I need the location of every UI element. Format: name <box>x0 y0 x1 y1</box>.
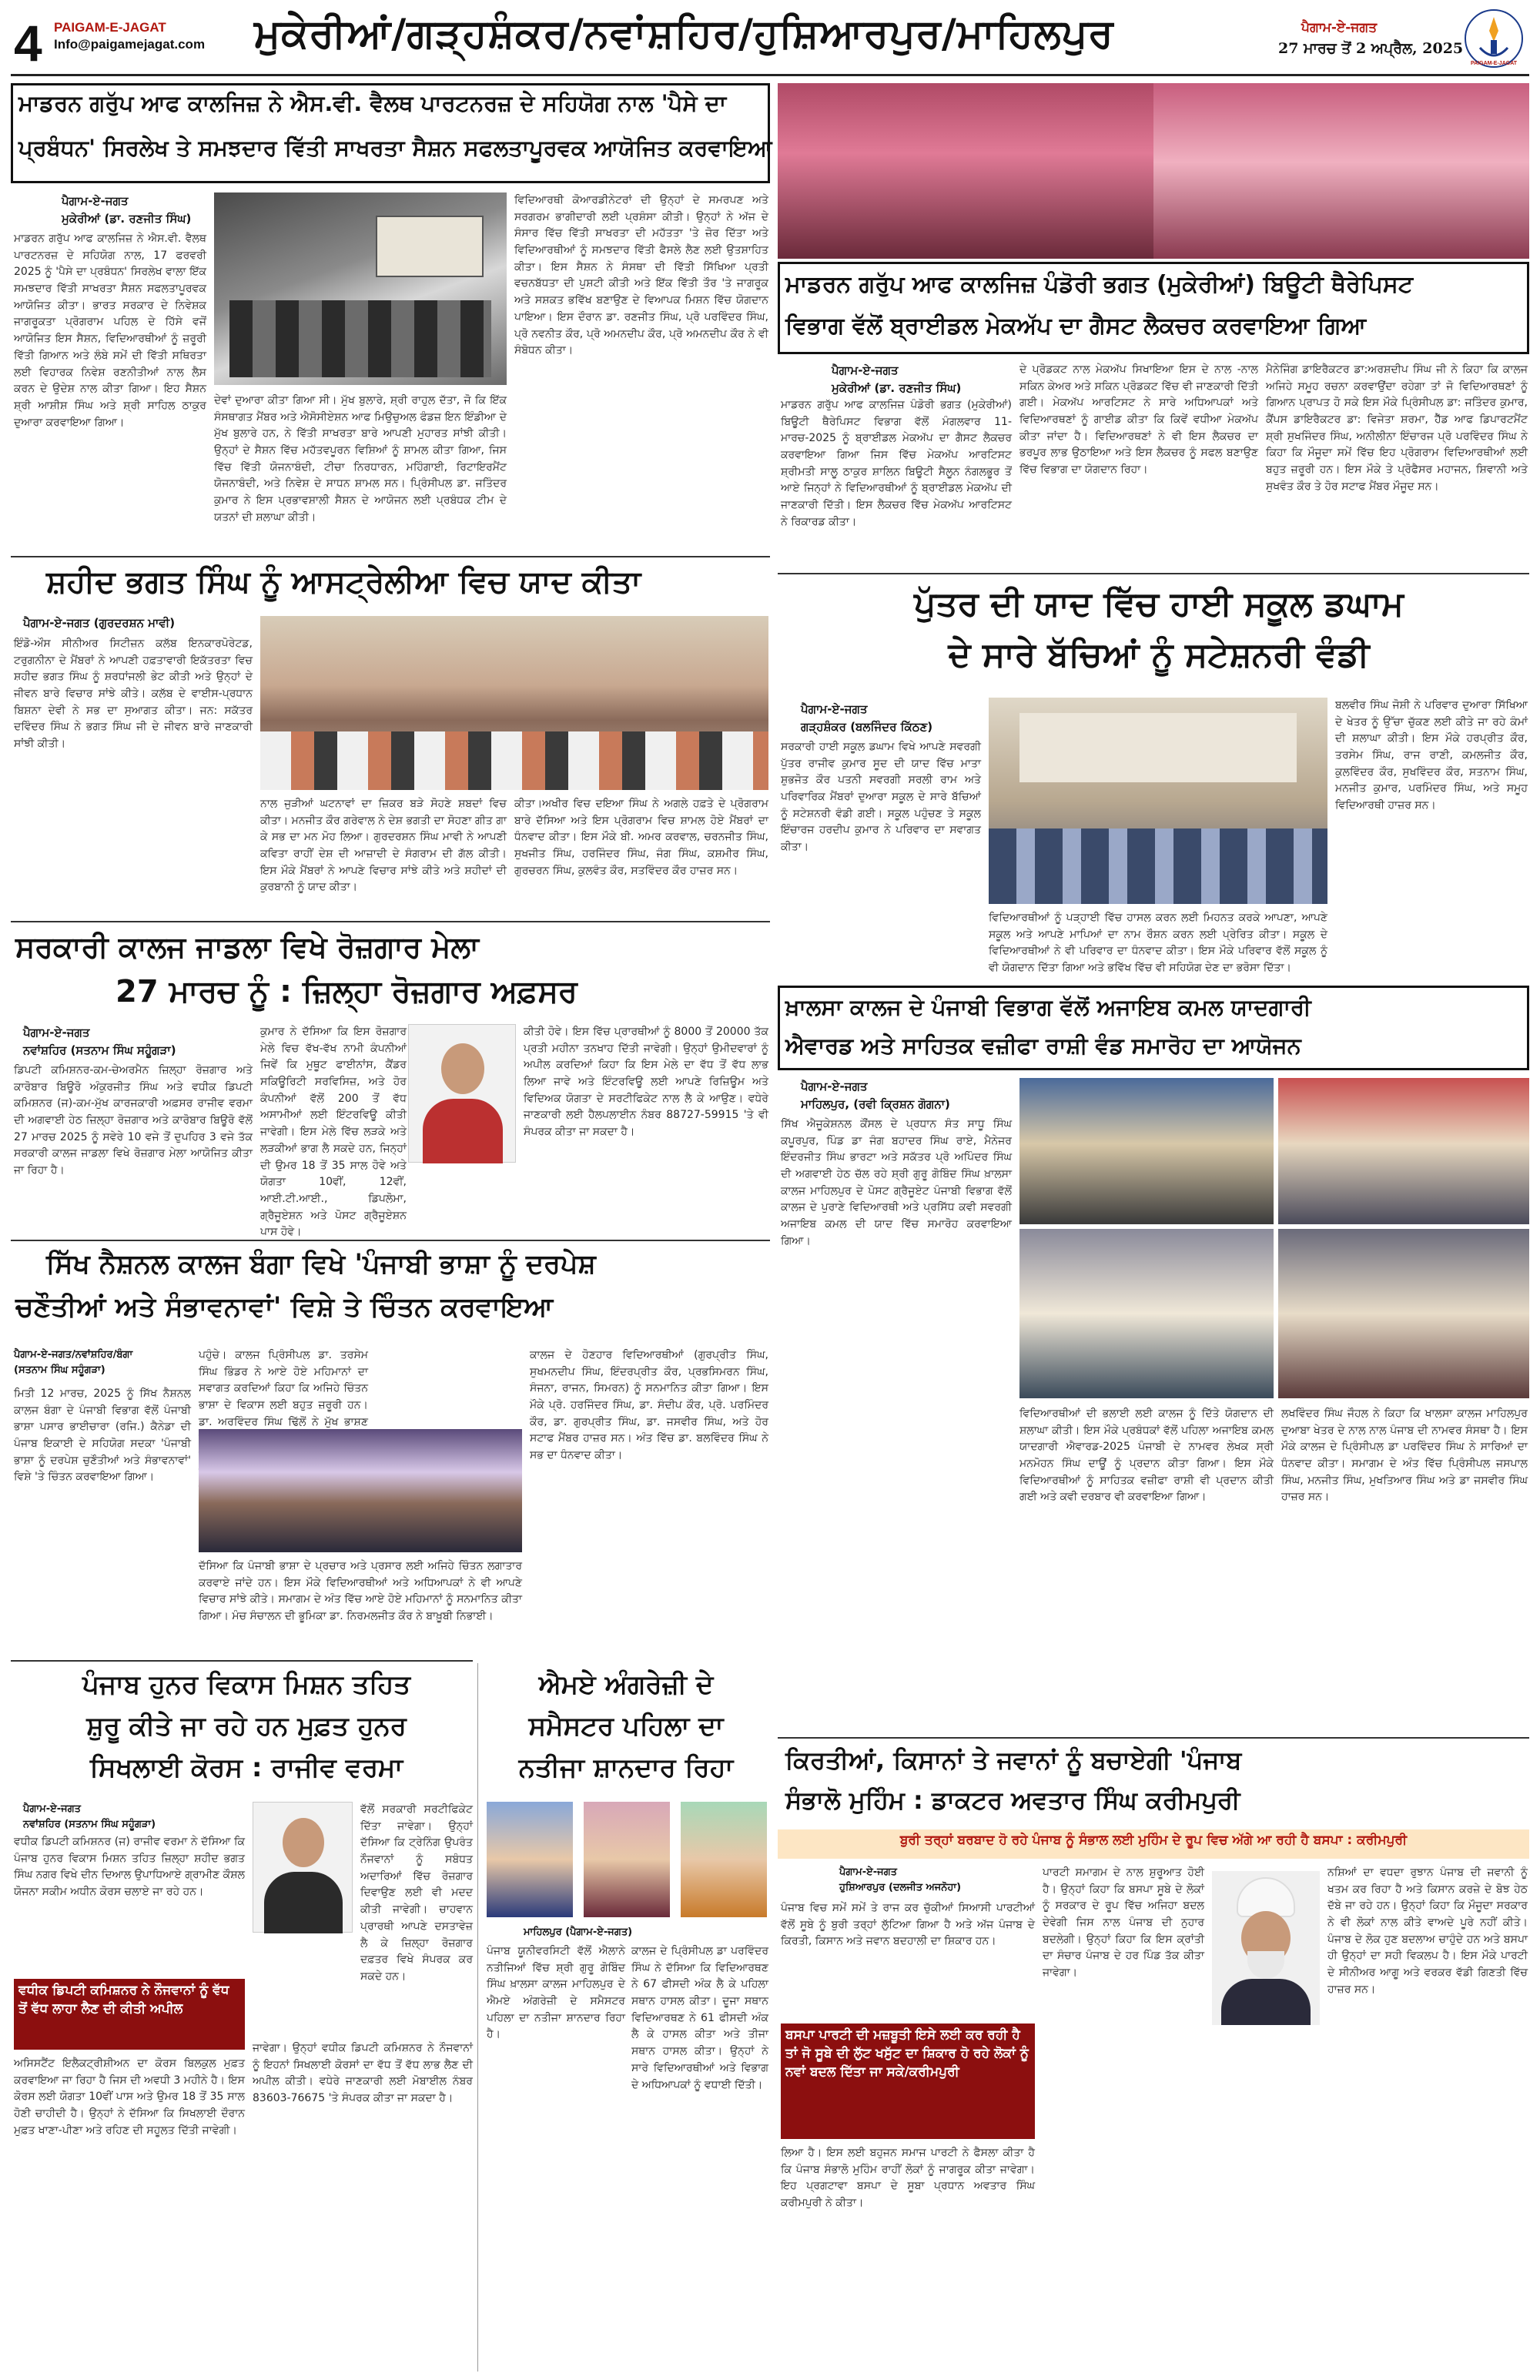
story-finance-headline-2: ਪ੍ਰਬੰਧਨ' ਸਿਰਲੇਖ ਤੇ ਸਮਝਦਾਰ ਵਿੱਤੀ ਸਾਖਰਤਾ ਸੈਸ਼ਨ ਸਫਲਤਾਪੂਰਵਕ ਆਯੋਜਿਤ ਕਰਵਾਇਆ <box>18 135 772 161</box>
story-stationery-headline-1: ਪੁੱਤਰ ਦੀ ਯਾਦ ਵਿੱਚ ਹਾਈ ਸਕੂਲ ਡਘਾਮ <box>914 584 1404 624</box>
divider <box>11 1240 770 1241</box>
story-stationery-headline-2: ਦੇ ਸਾਰੇ ਬੱਚਿਆਂ ਨੂੰ ਸਟੇਸ਼ਨਰੀ ਵੰਡੀ <box>948 635 1370 675</box>
story-stationery-col3: ਬਲਵੀਰ ਸਿੰਘ ਜੋਸ਼ੀ ਨੇ ਪਰਿਵਾਰ ਦੁਆਰਾ ਸਿੱਖਿਆ ਦੇ ਖੇਤਰ ਨੂੰ ਉੱਚਾ ਚੁੱਕਣ ਲਈ ਕੀਤੇ ਜਾ ਰਹੇ ਕੰਮਾਂ ਦੀ ਸ਼ਲਾਘਾ ਕੀਤੀ। ਇਸ ਮੌਕੇ ਹਰਪ੍ਰੀਤ ਕੌਰ, ਤਰਸੇਮ ਸਿੰਘ, ਰਾਜ ਰਾਣੀ, ਕਮਲਜੀਤ ਕੌਰ, ਕੁਲਵਿੰਦਰ ਕੌਰ, ਸੁਖਵਿੰਦਰ ਕੌਰ, ਸਤਨਾਮ ਸਿੰਘ, ਮਨਜੀਤ ਕੁਮਾਰ, ਪਰਮਿੰਦਰ ਸਿੰਘ, ਅਤੇ ਸਮੂਹ ਵਿਦਿਆਰਥੀ ਹਾਜ਼ਰ ਸਨ। <box>1335 699 1528 812</box>
story-bsp-headline-1: ਕਿਰਤੀਆਂ, ਕਿਸਾਨਾਂ ਤੇ ਜਵਾਨਾਂ ਨੂੰ ਬਚਾਏਗੀ 'ਪੰਜਾਬ <box>785 1746 1242 1775</box>
page-region-title: ਮੁਕੇਰੀਆਂ/ਗੜ੍ਹਸ਼ੰਕਰ/ਨਵਾਂਸ਼ਹਿਰ/ਹੁਸ਼ਿਆਰਪੁਰ/ਮਾਹਿਲਪੁਰ <box>254 11 1114 57</box>
story-makeup-headline-1: ਮਾਡਰਨ ਗਰੁੱਪ ਆਫ ਕਾਲਜਿਜ਼ ਪੰਡੋਰੀ ਭਗਤ (ਮੁਕੇਰੀਆਂ) ਬਿਊਟੀ ਥੈਰੇਪਿਸਟ <box>785 271 1414 298</box>
header-rule <box>11 74 1529 76</box>
story-award-col2: ਵਿਦਿਆਰਥੀਆਂ ਦੀ ਭਲਾਈ ਲਈ ਕਾਲਜ ਨੂੰ ਦਿੱਤੇ ਯੋਗਦਾਨ ਦੀ ਸ਼ਲਾਘਾ ਕੀਤੀ। ਇਸ ਮੌਕੇ ਪ੍ਰਬੰਧਕਾਂ ਵੱਲੋਂ ਪਹਿਲਾ ਅਜਾਇਬ ਕਮਲ ਯਾਦਗਾਰੀ ਐਵਾਰਡ-2025 ਪੰਜਾਬੀ ਦੇ ਨਾਮਵਰ ਲੇਖਕ ਸ੍ਰੀ ਮਨਮੋਹਨ ਸਿੰਘ ਦਾਊਂ ਨੂੰ ਪ੍ਰਦਾਨ ਕੀਤਾ ਗਿਆ। ਇਸ ਮੌਕੇ ਵਿਦਿਆਰਥੀਆਂ ਨੂੰ ਸਾਹਿਤਕ ਵਜ਼ੀਫਾ ਰਾਸ਼ੀ ਵੀ ਪ੍ਰਦਾਨ ਕੀਤੀ ਗਈ ਅਤੇ ਕਵੀ ਦਰਬਾਰ ਵੀ ਕਰਵਾਇਆ ਗਿਆ। <box>1019 1408 1274 1504</box>
story-seminar-col4: ਕਾਲਜ ਦੇ ਹੋਣਹਾਰ ਵਿਦਿਆਰਥੀਆਂ (ਗੁਰਪ੍ਰੀਤ ਸਿੰਘ, ਸੁਖਮਨਦੀਪ ਸਿੰਘ, ਇੰਦਰਪ੍ਰੀਤ ਕੌਰ, ਪ੍ਰਭਸਿਮਰਨ ਸਿੰਘ, ਸੰਜਨਾ, ਰਾਜਨ, ਸਿਮਰਨ) ਨੂੰ ਸਨਮਾਨਿਤ ਕੀਤਾ ਗਿਆ। ਇਸ ਮੌਕੇ ਪ੍ਰੋ. ਹਰਜਿੰਦਰ ਸਿੰਘ, ਡਾ. ਸੰਦੀਪ ਕੌਰ, ਪ੍ਰੋ. ਪਰਮਿੰਦਰ ਕੌਰ, ਡਾ. ਗੁਰਪ੍ਰੀਤ ਸਿੰਘ, ਡਾ. ਜਸਵੀਰ ਸਿੰਘ, ਅਤੇ ਹੋਰ ਸਟਾਫ ਮੈਂਬਰ ਹਾਜ਼ਰ ਸਨ। ਅੰਤ ਵਿੱਚ ਡਾ. ਬਲਵਿੰਦਰ ਸਿੰਘ ਨੇ ਸਭ ਦਾ ਧੰਨਵਾਦ ਕੀਤਾ। <box>530 1349 768 1462</box>
email: Info@paigamejagat.com <box>54 37 206 52</box>
story-skill-byline: ਪੈਗਾਮ-ਏ-ਜਗਤ ਨਵਾਂਸ਼ਹਿਰ (ਸਤਨਾਮ ਸਿੰਘ ਸਹੂੰਗੜਾ) <box>23 1803 156 1830</box>
story-jobfair-col1: ਡਿਪਟੀ ਕਮਿਸ਼ਨਰ-ਕਮ-ਚੇਅਰਮੈਨ ਜ਼ਿਲ੍ਹਾ ਰੋਜ਼ਗਾਰ ਅਤੇ ਕਾਰੋਬਾਰ ਬਿਊਰੋ ਅੰਕੁਰਜੀਤ ਸਿੰਘ ਅਤੇ ਵਧੀਕ ਡਿਪਟੀ ਕਮਿਸ਼ਨਰ (ਜ)-ਕਮ-ਮੁੱਖ ਕਾਰਜਕਾਰੀ ਅਫ਼ਸਰ ਰਾਜੀਵ ਵਰਮਾ ਦੀ ਅਗਵਾਈ ਹੇਠ ਜ਼ਿਲ੍ਹਾ ਰੋਜ਼ਗਾਰ ਅਤੇ ਕਾਰੋਬਾਰ ਬਿਊਰੋ ਵੱਲੋਂ 27 ਮਾਰਚ 2025 ਨੂੰ ਸਵੇਰੇ 10 ਵਜੇ ਤੋਂ ਦੁਪਹਿਰ 3 ਵਜੇ ਤੱਕ ਸਰਕਾਰੀ ਕਾਲਜ ਜਾਡਲਾ ਵਿਖੇ ਰੋਜ਼ਗਾਰ ਮੇਲਾ ਆਯੋਜਿਤ ਕੀਤਾ ਜਾ ਰਿਹਾ ਹੈ। <box>14 1064 253 1177</box>
story-jobfair-officer-photo <box>408 1024 516 1163</box>
story-skill-officer-photo <box>253 1802 353 1933</box>
story-seminar-col1: ਮਿਤੀ 12 ਮਾਰਚ, 2025 ਨੂੰ ਸਿੱਖ ਨੈਸ਼ਨਲ ਕਾਲਜ ਬੰਗਾ ਦੇ ਪੰਜਾਬੀ ਵਿਭਾਗ ਵੱਲੋਂ ਪੰਜਾਬੀ ਭਾਸ਼ਾ ਪਸਾਰ ਭਾਈਚਾਰਾ (ਰਜਿ.) ਕੈਨੇਡਾ ਦੀ ਪੰਜਾਬ ਇਕਾਈ ਦੇ ਸਹਿਯੋਗ ਸਦਕਾ 'ਪੰਜਾਬੀ ਭਾਸ਼ਾ ਨੂੰ ਦਰਪੇਸ਼ ਚੁਣੌਤੀਆਂ ਅਤੇ ਸੰਭਾਵਨਾਵਾਂ' ਵਿਸ਼ੇ 'ਤੇ ਚਿੰਤਨ ਕਰਵਾਇਆ ਗਿਆ। <box>14 1387 191 1484</box>
story-award-headline-1: ਖ਼ਾਲਸਾ ਕਾਲਜ ਦੇ ਪੰਜਾਬੀ ਵਿਭਾਗ ਵੱਲੋਂ ਅਜਾਇਬ ਕਮਲ ਯਾਦਗਾਰੀ <box>785 994 1311 1020</box>
story-makeup-col2: ਦੇ ਪ੍ਰੋਡਕਟ ਨਾਲ ਮੇਕਅੱਪ ਸਿਖਾਇਆ ਇਸ ਦੇ ਨਾਲ -ਨਾਲ ਸਕਿਨ ਕੇਅਰ ਅਤੇ ਸਕਿਨ ਪ੍ਰੋਡਕਟ ਵਿੱਚ ਵੀ ਜਾਣਕਾਰੀ ਦਿੱਤੀ ਗਈ। ਮੇਕਅੱਪ ਆਰਟਿਸਟ ਨੇ ਸਾਰੇ ਅਧਿਆਪਕਾਂ ਅਤੇ ਵਿਦਿਆਰਥਣਾਂ ਨੂੰ ਗਾਈਡ ਕੀਤਾ ਕਿ ਕਿਵੇਂ ਵਧੀਆ ਮੇਕਅੱਪ ਕੀਤਾ ਜਾਂਦਾ ਹੈ। ਵਿਦਿਆਰਥਣਾਂ ਨੇ ਵੀ ਇਸ ਲੈਕਚਰ ਦਾ ਭਰਪੂਰ ਲਾਭ ਉਠਾਇਆ ਅਤੇ ਇਸ ਲੈਕਚਰ ਨੂੰ ਸਫਲ ਬਣਾਉਣ ਵਿੱਚ ਵਿਭਾਗ ਦਾ ਯੋਗਦਾਨ ਰਿਹਾ। <box>1019 363 1258 477</box>
story-stationery-byline: ਪੈਗਾਮ-ਏ-ਜਗਤ ਗੜ੍ਹਸ਼ੰਕਰ (ਬਲਜਿੰਦਰ ਕਿੱਠਣ) <box>801 702 933 734</box>
story-australia-photo <box>260 616 768 790</box>
story-seminar-col3: ਦੱਸਿਆ ਕਿ ਪੰਜਾਬੀ ਭਾਸ਼ਾ ਦੇ ਪ੍ਰਚਾਰ ਅਤੇ ਪ੍ਰਸਾਰ ਲਈ ਅਜਿਹੇ ਚਿੰਤਨ ਲਗਾਤਾਰ ਕਰਵਾਏ ਜਾਂਦੇ ਹਨ। ਇਸ ਮੌਕੇ ਵਿਦਿਆਰਥੀਆਂ ਅਤੇ ਅਧਿਆਪਕਾਂ ਨੇ ਵੀ ਆਪਣੇ ਵਿਚਾਰ ਸਾਂਝੇ ਕੀਤੇ। ਸਮਾਗਮ ਦੇ ਅੰਤ ਵਿੱਚ ਆਏ ਹੋਏ ਮਹਿਮਾਨਾਂ ਨੂੰ ਸਨਮਾਨਿਤ ਕੀਤਾ ਗਿਆ। ਮੰਚ ਸੰਚਾਲਨ ਦੀ ਭੂਮਿਕਾ ਡਾ. ਨਿਰਮਲਜੀਤ ਕੌਰ ਨੇ ਬਾਖ਼ੂਬੀ ਨਿਭਾਈ। <box>199 1560 522 1623</box>
story-jobfair-col2: ਕੁਮਾਰ ਨੇ ਦੱਸਿਆ ਕਿ ਇਸ ਰੋਜ਼ਗਾਰ ਮੇਲੇ ਵਿਚ ਵੱਖ-ਵੱਖ ਨਾਮੀ ਕੰਪਨੀਆਂ ਜਿਵੇਂ ਕਿ ਮੁਥੂਟ ਫਾਈਨਾਂਸ, ਕੈਂਡਰ ਸਕਿਊਰਿਟੀ ਸਰਵਿਸਿਜ਼, ਅਤੇ ਹੋਰ ਕੰਪਨੀਆਂ ਵੱਲੋਂ 200 ਤੋਂ ਵੱਧ ਅਸਾਮੀਆਂ ਲਈ ਇੰਟਰਵਿਊ ਕੀਤੀ ਜਾਵੇਗੀ। ਇਸ ਮੇਲੇ ਵਿੱਚ ਲੜਕੇ ਅਤੇ ਲੜਕੀਆਂ ਭਾਗ ਲੈ ਸਕਦੇ ਹਨ, ਜਿਨ੍ਹਾਂ ਦੀ ਉਮਰ 18 ਤੋਂ 35 ਸਾਲ ਹੋਵੇ ਅਤੇ ਯੋਗਤਾ 10ਵੀਂ, 12ਵੀਂ, ਆਈ.ਟੀ.ਆਈ., ਡਿਪਲੋਮਾ, ਗ੍ਰੈਜੂਏਸ਼ਨ ਅਤੇ ਪੋਸਟ ਗ੍ਰੈਜੂਏਸ਼ਨ ਪਾਸ ਹੋਵੇ। <box>260 1026 407 1239</box>
story-australia-col2: ਨਾਲ ਜੁੜੀਆਂ ਘਟਨਾਵਾਂ ਦਾ ਜ਼ਿਕਰ ਬੜੇ ਸੋਹਣੇ ਸ਼ਬਦਾਂ ਵਿਚ ਕੀਤਾ। ਮਨਜੀਤ ਕੌਰ ਗਰੇਵਾਲ ਨੇ ਦੇਸ਼ ਭਗਤੀ ਦਾ ਸੋਹਣਾ ਗੀਤ ਗਾ ਕੇ ਸਭ ਦਾ ਮਨ ਮੋਹ ਲਿਆ। ਗੁਰਦਰਸ਼ਨ ਸਿੰਘ ਮਾਵੀ ਨੇ ਆਪਣੀ ਕਵਿਤਾ ਰਾਹੀਂ ਦੇਸ਼ ਦੀ ਆਜ਼ਾਦੀ ਦੇ ਸੰਗਰਾਮ ਦੀ ਗੱਲ ਕੀਤੀ। ਇਸ ਮੌਕੇ ਮੈਂਬਰਾਂ ਨੇ ਆਪਣੇ ਵਿਚਾਰ ਸਾਂਝੇ ਕੀਤੇ ਅਤੇ ਸ਼ਹੀਦਾਂ ਦੀ ਕੁਰਬਾਨੀ ਨੂੰ ਯਾਦ ਕੀਤਾ। <box>260 798 507 894</box>
story-makeup-headline-2: ਵਿਭਾਗ ਵੱਲੋਂ ਬ੍ਰਾਈਡਲ ਮੇਕਅੱਪ ਦਾ ਗੈਸਟ ਲੈਕਚਰ ਕਰਵਾਇਆ ਗਿਆ <box>785 313 1367 340</box>
story-skill-headline-3: ਸਿਖਲਾਈ ਕੋਰਸ : ਰਾਜੀਵ ਵਰਮਾ <box>89 1752 403 1783</box>
story-jobfair-byline: ਪੈਗਾਮ-ਏ-ਜਗਤ ਨਵਾਂਸ਼ਹਿਰ (ਸਤਨਾਮ ਸਿੰਘ ਸਹੂੰਗੜਾ) <box>23 1026 176 1057</box>
story-seminar-col2: ਪਹੁੰਚੇ। ਕਾਲਜ ਪ੍ਰਿੰਸੀਪਲ ਡਾ. ਤਰਸੇਮ ਸਿੰਘ ਭਿੰਡਰ ਨੇ ਆਏ ਹੋਏ ਮਹਿਮਾਨਾਂ ਦਾ ਸਵਾਗਤ ਕਰਦਿਆਂ ਕਿਹਾ ਕਿ ਅਜਿਹੇ ਚਿੰਤਨ ਭਾਸ਼ਾ ਦੇ ਵਿਕਾਸ ਲਈ ਬਹੁਤ ਜ਼ਰੂਰੀ ਹਨ। ਡਾ. ਅਰਵਿੰਦਰ ਸਿੰਘ ਢਿੱਲੋਂ ਨੇ ਮੁੱਖ ਭਾਸ਼ਣ <box>199 1349 368 1428</box>
issue-date: 27 ਮਾਰਚ ਤੋਂ 2 ਅਪ੍ਰੈਲ, 2025 <box>1278 40 1464 57</box>
story-bsp-col1: ਪੰਜਾਬ ਵਿਚ ਸਮੇਂ ਸਮੇਂ ਤੇ ਰਾਜ ਕਰ ਚੁੱਕੀਆਂ ਸਿਆਸੀ ਪਾਰਟੀਆਂ ਵੱਲੋਂ ਸੂਬੇ ਨੂੰ ਬੁਰੀ ਤਰ੍ਹਾਂ ਲੁੱਟਿਆ ਗਿਆ ਹੈ ਅਤੇ ਅੱਜ ਪੰਜਾਬ ਦੇ ਕਿਰਤੀ, ਕਿਸਾਨ ਅਤੇ ਜਵਾਨ ਬਦਹਾਲੀ ਦਾ ਸ਼ਿਕਾਰ ਹਨ। <box>781 1902 1035 1948</box>
story-makeup-photo <box>778 83 1529 259</box>
story-skill-col1: ਵਧੀਕ ਡਿਪਟੀ ਕਮਿਸ਼ਨਰ (ਜ) ਰਾਜੀਵ ਵਰਮਾ ਨੇ ਦੱਸਿਆ ਕਿ ਪੰਜਾਬ ਹੁਨਰ ਵਿਕਾਸ ਮਿਸ਼ਨ ਤਹਿਤ ਜ਼ਿਲ੍ਹਾ ਸ਼ਹੀਦ ਭਗਤ ਸਿੰਘ ਨਗਰ ਵਿਖੇ ਦੀਨ ਦਿਆਲ ਉਪਾਧਿਆਏ ਗ੍ਰਾਮੀਣ ਕੌਸ਼ਲ ਯੋਜਨਾ ਸਕੀਮ ਅਧੀਨ ਕੋਰਸ ਚਲਾਏ ਜਾ ਰਹੇ ਹਨ। <box>14 1836 245 1899</box>
story-award-col3: ਲਖਵਿੰਦਰ ਸਿੰਘ ਜੌਹਲ ਨੇ ਕਿਹਾ ਕਿ ਖਾਲਸਾ ਕਾਲਜ ਮਾਹਿਲਪੁਰ ਦੁਆਬਾ ਖੇਤਰ ਦੇ ਨਾਲ ਨਾਲ ਪੰਜਾਬ ਦੀ ਨਾਮਵਰ ਸੰਸਥਾ ਹੈ। ਇਸ ਮੌਕੇ ਕਾਲਜ ਦੇ ਪ੍ਰਿੰਸੀਪਲ ਡਾ ਪਰਵਿੰਦਰ ਸਿੰਘ ਨੇ ਸਾਰਿਆਂ ਦਾ ਧੰਨਵਾਦ ਕੀਤਾ। ਸਮਾਗਮ ਦੇ ਅੰਤ ਵਿੱਚ ਪ੍ਰਿੰਸੀਪਲ ਜਸਪਾਲ ਸਿੰਘ, ਮਨਜੀਤ ਸਿੰਘ, ਮੁਖਤਿਆਰ ਸਿੰਘ ਅਤੇ ਡਾ ਜਸਵੀਰ ਸਿੰਘ ਹਾਜ਼ਰ ਸਨ। <box>1281 1408 1528 1504</box>
story-skill-col1b: ਅਸਿਸਟੈਂਟ ਇਲੈਕਟ੍ਰੀਸ਼ੀਅਨ ਦਾ ਕੋਰਸ ਬਿਲਕੁਲ ਮੁਫ਼ਤ ਕਰਵਾਇਆ ਜਾ ਰਿਹਾ ਹੈ ਜਿਸ ਦੀ ਅਵਧੀ 3 ਮਹੀਨੇ ਹੈ। ਇਸ ਕੋਰਸ ਲਈ ਯੋਗਤਾ 10ਵੀਂ ਪਾਸ ਅਤੇ ਉਮਰ 18 ਤੋਂ 35 ਸਾਲ ਹੋਣੀ ਚਾਹੀਦੀ ਹੈ। ਉਨ੍ਹਾਂ ਨੇ ਦੱਸਿਆ ਕਿ ਸਿਖਲਾਈ ਦੌਰਾਨ ਮੁਫ਼ਤ ਖਾਣਾ-ਪੀਣਾ ਅਤੇ ਰਹਿਣ ਦੀ ਸਹੂਲਤ ਦਿੱਤੀ ਜਾਵੇਗੀ। <box>14 2057 245 2137</box>
story-result-headline-1: ਐਮਏ ਅੰਗਰੇਜ਼ੀ ਦੇ <box>538 1669 714 1700</box>
svg-text:PAIGAM-E-JAGAT: PAIGAM-E-JAGAT <box>1470 61 1518 66</box>
story-bsp-leader-photo <box>1212 1871 1320 2025</box>
story-bsp-col1b: ਲਿਆ ਹੈ। ਇਸ ਲਈ ਬਹੁਜਨ ਸਮਾਜ ਪਾਰਟੀ ਨੇ ਫੈਸਲਾ ਕੀਤਾ ਹੈ ਕਿ ਪੰਜਾਬ ਸੰਭਾਲੋ ਮੁਹਿੰਮ ਰਾਹੀਂ ਲੋਕਾਂ ਨੂੰ ਜਾਗਰੂਕ ਕੀਤਾ ਜਾਵੇਗਾ। ਇਹ ਪ੍ਰਗਟਾਵਾ ਬਸਪਾ ਦੇ ਸੂਬਾ ਪ੍ਰਧਾਨ ਅਵਤਾਰ ਸਿੰਘ ਕਰੀਮਪੁਰੀ ਨੇ ਕੀਤਾ। <box>781 2147 1035 2210</box>
student-photo-3 <box>681 1802 767 1917</box>
story-makeup-col3: ਮੈਨੇਜਿੰਗ ਡਾਇਰੈਕਟਰ ਡਾ:ਅਰਸ਼ਦੀਪ ਸਿੰਘ ਜੀ ਨੇ ਕਿਹਾ ਕਿ ਕਾਲਜ ਅਜਿਹੇ ਸਮੂਹ ਰਚਨਾ ਕਰਵਾਉਂਦਾ ਰਹੇਗਾ ਤਾਂ ਜੋ ਵਿਦਿਆਰਥਣਾਂ ਨੂੰ ਗਿਆਨ ਪ੍ਰਾਪਤ ਹੋ ਸਕੇ ਇਸ ਮੌਕੇ ਪ੍ਰਿੰਸੀਪਲ ਡਾ: ਜਤਿੰਦਰ ਕੁਮਾਰ, ਕੈਂਪਸ ਡਾਇਰੈਕਟਰ ਡਾ: ਵਿਜੇਤਾ ਸ਼ਰਮਾ, ਹੈੱਡ ਆਫ ਡਿਪਾਰਟਮੈਂਟ ਸ਼੍ਰੀ ਸੁਖਜਿੰਦਰ ਸਿੰਘ, ਅਨੀਲੀਨਾ ਇੰਚਾਰਜ ਪ੍ਰੋ ਪਰਵਿੰਦਰ ਸਿੰਘ ਨੇ ਕਿਹਾ ਕਿ ਮੌਜੂਦਾ ਸਮੇਂ ਵਿੱਚ ਇਹ ਪ੍ਰੋਗਰਾਮ ਵਿਦਿਆਰਥੀਆਂ ਲਈ ਬਹੁਤ ਜ਼ਰੂਰੀ ਹਨ। ਇਸ ਮੌਕੇ ਤੇ ਪ੍ਰੋਫੈਸਰ ਮਹਾਜਨ, ਸ਼ਿਵਾਨੀ ਅਤੇ ਸੁਖਵੰਤ ਕੌਰ ਤੇ ਹੋਰ ਸਟਾਫ ਮੈਂਬਰ ਮੌਜੂਦ ਸਨ। <box>1266 363 1528 493</box>
story-award-byline: ਪੈਗਾਮ-ਏ-ਜਗਤ ਮਾਹਿਲਪੁਰ, (ਰਵੀ ਕ੍ਰਿਸ਼ਨ ਗੋਗਨਾ) <box>801 1080 950 1111</box>
story-jobfair-headline-2: 27 ਮਾਰਚ ਨੂੰ : ਜ਼ਿਲ੍ਹਾ ਰੋਜ਼ਗਾਰ ਅਫ਼ਸਰ <box>116 974 578 1009</box>
story-jobfair-col3: ਕੀਤੀ ਹੋਵੇ। ਇਸ ਵਿੱਚ ਪ੍ਰਾਰਥੀਆਂ ਨੂੰ 8000 ਤੋਂ 20000 ਤੱਕ ਪ੍ਰਤੀ ਮਹੀਨਾ ਤਨਖਾਹ ਦਿੱਤੀ ਜਾਵੇਗੀ। ਉਨ੍ਹਾਂ ਉਮੀਦਵਾਰਾਂ ਨੂੰ ਅਪੀਲ ਕਰਦਿਆਂ ਕਿਹਾ ਕਿ ਇਸ ਮੇਲੇ ਦਾ ਵੱਧ ਤੋਂ ਵੱਧ ਲਾਭ ਲਿਆ ਜਾਵੇ ਅਤੇ ਇੰਟਰਵਿਊ ਲਈ ਆਪਣੇ ਰਿਜ਼ਿਊਮ ਅਤੇ ਵਿਦਿਅਕ ਯੋਗਤਾ ਦੇ ਸਰਟੀਫਿਕੇਟ ਨਾਲ ਲੈ ਕੇ ਆਉਣ। ਵਧੇਰੇ ਜਾਣਕਾਰੀ ਲਈ ਹੈਲਪਲਾਈਨ ਨੰਬਰ 88727-59915 'ਤੇ ਵੀ ਸੰਪਰਕ ਕੀਤਾ ਜਾ ਸਕਦਾ ਹੈ। <box>524 1026 768 1139</box>
story-award-headline-2: ਐਵਾਰਡ ਅਤੇ ਸਾਹਿਤਕ ਵਜ਼ੀਫਾ ਰਾਸ਼ੀ ਵੰਡ ਸਮਾਰੋਹ ਦਾ ਆਯੋਜਨ <box>785 1033 1301 1059</box>
paper-logo-icon <box>1463 8 1525 69</box>
story-skill-col2: ਵੱਲੋਂ ਸਰਕਾਰੀ ਸਰਟੀਫਿਕੇਟ ਦਿੱਤਾ ਜਾਵੇਗਾ। ਉਨ੍ਹਾਂ ਦੱਸਿਆ ਕਿ ਟ੍ਰੇਨਿੰਗ ਉਪਰੰਤ ਨੌਜਵਾਨਾਂ ਨੂੰ ਸਬੰਧਤ ਅਦਾਰਿਆਂ ਵਿੱਚ ਰੋਜ਼ਗਾਰ ਦਿਵਾਉਣ ਲਈ ਵੀ ਮਦਦ ਕੀਤੀ ਜਾਵੇਗੀ। ਚਾਹਵਾਨ ਪ੍ਰਾਰਥੀ ਆਪਣੇ ਦਸਤਾਵੇਜ਼ ਲੈ ਕੇ ਜ਼ਿਲ੍ਹਾ ਰੋਜ਼ਗਾਰ ਦਫ਼ਤਰ ਵਿਖੇ ਸੰਪਰਕ ਕਰ ਸਕਦੇ ਹਨ। <box>360 1803 473 1983</box>
story-result-col2: ਕਾਲਜ ਦੇ ਪ੍ਰਿੰਸੀਪਲ ਡਾ ਪਰਵਿੰਦਰ ਸਿੰਘ ਨੇ ਦੱਸਿਆ ਕਿ ਵਿਦਿਆਰਥਣ ਨੇ 67 ਫੀਸਦੀ ਅੰਕ ਲੈ ਕੇ ਪਹਿਲਾ ਸਥਾਨ ਹਾਸਲ ਕੀਤਾ। ਦੂਜਾ ਸਥਾਨ ਵਿਦਿਆਰਥਣ ਨੇ 61 ਫੀਸਦੀ ਅੰਕ ਲੈ ਕੇ ਹਾਸਲ ਕੀਤਾ ਅਤੇ ਤੀਜਾ ਸਥਾਨ ਹਾਸਲ ਕੀਤਾ। ਉਨ੍ਹਾਂ ਨੇ ਸਾਰੇ ਵਿਦਿਆਰਥੀਆਂ ਅਤੇ ਵਿਭਾਗ ਦੇ ਅਧਿਆਪਕਾਂ ਨੂੰ ਵਧਾਈ ਦਿੱਤੀ। <box>631 1945 768 2091</box>
story-award-photo-1 <box>1019 1078 1274 1224</box>
story-award-photo-3 <box>1019 1229 1274 1398</box>
story-result-headline-3: ਨਤੀਜਾ ਸ਼ਾਨਦਾਰ ਰਿਹਾ <box>518 1752 734 1783</box>
story-finance-col3: ਦੇਵਾਂ ਦੁਆਰਾ ਕੀਤਾ ਗਿਆ ਸੀ। ਮੁੱਖ ਬੁਲਾਰੇ, ਸ਼੍ਰੀ ਰਾਹੁਲ ਦੱਤਾ, ਜੋ ਕਿ ਇੱਕ ਸੰਸਥਾਗਤ ਮੈਂਬਰ ਅਤੇ ਐਸੋਸੀਏਸ਼ਨ ਆਫ ਮਿਉਚੁਅਲ ਫੰਡਜ਼ ਇਨ ਇੰਡੀਆ ਦੇ ਮੁੱਖ ਬੁਲਾਰੇ ਹਨ, ਨੇ ਵਿੱਤੀ ਸਾਖਰਤਾ ਬਾਰੇ ਆਪਣੀ ਮੁਹਾਰਤ ਸਾਂਝੀ ਕੀਤੀ। ਉਨ੍ਹਾਂ ਦੇ ਸੈਸ਼ਨ ਵਿੱਚ ਮਹੱਤਵਪੂਰਨ ਵਿਸ਼ਿਆਂ ਨੂੰ ਸ਼ਾਮਲ ਕੀਤਾ ਗਿਆ, ਜਿਸ ਵਿੱਚ ਵਿੱਤੀ ਯੋਜਨਾਬੰਦੀ, ਟੀਚਾ ਨਿਰਧਾਰਨ, ਮਹਿੰਗਾਈ, ਰਿਟਾਇਰਮੈਂਟ ਯੋਜਨਾਬੰਦੀ, ਅਤੇ ਨਿਵੇਸ਼ ਦੇ ਸਾਧਨ ਸ਼ਾਮਲ ਸਨ। ਪ੍ਰਿੰਸੀਪਲ ਡਾ. ਜਤਿੰਦਰ ਕੁਮਾਰ ਨੇ ਇਸ ਪ੍ਰਭਾਵਸ਼ਾਲੀ ਸੈਸ਼ਨ ਦੇ ਆਯੋਜਨ ਲਈ ਪ੍ਰਬੰਧਕ ਟੀਮ ਦੇ ਯਤਨਾਂ ਦੀ ਸ਼ਲਾਘਾ ਕੀਤੀ। <box>214 394 507 524</box>
story-finance-byline: ਪੈਗਾਮ-ਏ-ਜਗਤ ਮੁਕੇਰੀਆਂ (ਡਾ. ਰਣਜੀਤ ਸਿੰਘ) <box>62 194 192 226</box>
student-photo-2 <box>584 1802 670 1917</box>
divider <box>477 1663 478 2372</box>
story-finance-photo <box>214 192 507 385</box>
story-bsp-col2: ਪਾਰਟੀ ਸਮਾਗਮ ਦੇ ਨਾਲ ਸ਼ੁਰੂਆਤ ਹੋਈ ਹੈ। ਉਨ੍ਹਾਂ ਕਿਹਾ ਕਿ ਬਸਪਾ ਸੂਬੇ ਦੇ ਲੋਕਾਂ ਨੂੰ ਸਰਕਾਰ ਦੇ ਰੂਪ ਵਿੱਚ ਅਜਿਹਾ ਬਦਲ ਦੇਵੇਗੀ ਜਿਸ ਨਾਲ ਪੰਜਾਬ ਦੀ ਨੁਹਾਰ ਬਦਲੇਗੀ। ਉਨ੍ਹਾਂ ਕਿਹਾ ਕਿ ਇਸ ਕ੍ਰਾਂਤੀ ਦਾ ਸੰਚਾਰ ਪੰਜਾਬ ਦੇ ਹਰ ਪਿੰਡ ਤੱਕ ਕੀਤਾ ਜਾਵੇਗਾ। <box>1043 1866 1204 1980</box>
story-bsp-callout: ਬਸਪਾ ਪਾਰਟੀ ਦੀ ਮਜ਼ਬੂਤੀ ਇਸੇ ਲਈ ਕਰ ਰਹੀ ਹੈ ਤਾਂ ਜੋ ਸੂਬੇ ਦੀ ਲੁੱਟ ਖਸੁੱਟ ਦਾ ਸ਼ਿਕਾਰ ਹੋ ਰਹੇ ਲੋਕਾਂ ਨੂੰ ਨਵਾਂ ਬਦਲ ਦਿੱਤਾ ਜਾ ਸਕੇ/ਕਰੀਮਪੁਰੀ <box>781 2024 1035 2139</box>
divider <box>778 573 1529 574</box>
story-makeup-byline: ਪੈਗਾਮ-ਏ-ਜਗਤ ਮੁਕੇਰੀਆਂ (ਡਾ. ਰਣਜੀਤ ਸਿੰਘ) <box>832 363 962 395</box>
story-seminar-headline-1: ਸਿੱਖ ਨੈਸ਼ਨਲ ਕਾਲਜ ਬੰਗਾ ਵਿਖੇ 'ਪੰਜਾਬੀ ਭਾਸ਼ਾ ਨੂੰ ਦਰਪੇਸ਼ <box>46 1249 596 1280</box>
story-skill-headline-2: ਸ਼ੁਰੂ ਕੀਤੇ ਜਾ ਰਹੇ ਹਨ ਮੁਫ਼ਤ ਹੁਨਰ <box>86 1711 407 1742</box>
story-skill-callout: ਵਧੀਕ ਡਿਪਟੀ ਕਮਿਸ਼ਨਰ ਨੇ ਨੌਜਵਾਨਾਂ ਨੂੰ ਵੱਧ ਤੋਂ ਵੱਧ ਲਾਹਾ ਲੈਣ ਦੀ ਕੀਤੀ ਅਪੀਲ <box>14 1979 245 2050</box>
divider <box>778 1737 1529 1739</box>
story-stationery-photo <box>989 698 1327 904</box>
story-skill-headline-1: ਪੰਜਾਬ ਹੁਨਰ ਵਿਕਾਸ ਮਿਸ਼ਨ ਤਹਿਤ <box>82 1669 410 1700</box>
story-award-col1: ਸਿੱਖ ਐਜੂਕੇਸ਼ਨਲ ਕੌਂਸਲ ਦੇ ਪ੍ਰਧਾਨ ਸੰਤ ਸਾਧੂ ਸਿੰਘ ਕਪੂਰਪੁਰ, ਪਿੰਡ ਡਾ ਜੰਗ ਬਹਾਦਰ ਸਿੰਘ ਰਾਏ, ਮੈਨੇਜਰ ਇੰਦਰਜੀਤ ਸਿੰਘ ਭਾਰਟਾ ਅਤੇ ਸਕੱਤਰ ਪ੍ਰੋ ਅਪਿੰਦਰ ਸਿੰਘ ਦੀ ਅਗਵਾਈ ਹੇਠ ਚੱਲ ਰਹੇ ਸ਼੍ਰੀ ਗੁਰੂ ਗੋਬਿੰਦ ਸਿੰਘ ਖ਼ਾਲਸਾ ਕਾਲਜ ਮਾਹਿਲਪੁਰ ਦੇ ਪੋਸਟ ਗ੍ਰੈਜੂਏਟ ਪੰਜਾਬੀ ਵਿਭਾਗ ਵੱਲੋਂ ਕਾਲਜ ਦੇ ਪੁਰਾਣੇ ਵਿਦਿਆਰਥੀ ਅਤੇ ਪ੍ਰਸਿੱਧ ਕਵੀ ਸਵਰਗੀ ਅਜਾਇਬ ਕਮਲ ਦੀ ਯਾਦ ਵਿੱਚ ਸਮਾਰੋਹ ਕਰਵਾਇਆ ਗਿਆ। <box>781 1118 1012 1247</box>
student-photo-1 <box>487 1802 573 1917</box>
divider <box>11 556 770 557</box>
story-result-col1: ਪੰਜਾਬ ਯੂਨੀਵਰਸਿਟੀ ਵੱਲੋਂ ਐਲਾਨੇ ਨਤੀਜਿਆਂ ਵਿੱਚ ਸ਼੍ਰੀ ਗੁਰੂ ਗੋਬਿੰਦ ਸਿੰਘ ਖ਼ਾਲਸਾ ਕਾਲਜ ਮਾਹਿਲਪੁਰ ਦੇ ਐਮਏ ਅੰਗਰੇਜ਼ੀ ਦੇ ਸਮੈਸਟਰ ਪਹਿਲਾ ਦਾ ਨਤੀਜਾ ਸ਼ਾਨਦਾਰ ਰਿਹਾ ਹੈ। <box>487 1945 625 2041</box>
story-result-headline-2: ਸਮੈਸਟਰ ਪਹਿਲਾ ਦਾ <box>528 1711 724 1742</box>
story-australia-byline: ਪੈਗਾਮ-ਏ-ਜਗਤ (ਗੁਰਦਰਸ਼ਨ ਮਾਵੀ) <box>23 616 176 630</box>
story-australia-col3: ਕੀਤਾ।ਅਖੀਰ ਵਿਚ ਦਇਆ ਸਿੰਘ ਨੇ ਅਗਲੇ ਹਫ਼ਤੇ ਦੇ ਪ੍ਰੋਗਰਾਮ ਬਾਰੇ ਦੱਸਿਆ ਅਤੇ ਇਸ ਪ੍ਰੋਗਰਾਮ ਵਿਚ ਸ਼ਾਮਲ ਹੋਏ ਮੈਂਬਰਾਂ ਦਾ ਧੰਨਵਾਦ ਕੀਤਾ। ਇਸ ਮੌਕੇ ਬੀ. ਅਮਰ ਕਰਵਾਲ, ਚਰਨਜੀਤ ਸਿੰਘ, ਸੁਖਜੀਤ ਸਿੰਘ, ਹਰਜਿੰਦਰ ਸਿੰਘ, ਜੰਗ ਸਿੰਘ, ਕਸ਼ਮੀਰ ਸਿੰਘ, ਗੁਰਚਰਨ ਸਿੰਘ, ਕੁਲਵੰਤ ਕੌਰ, ਸਤਵਿੰਦਰ ਕੌਰ ਹਾਜ਼ਰ ਸਨ। <box>514 798 768 877</box>
divider <box>11 921 770 922</box>
story-stationery-col2: ਵਿਦਿਆਰਥੀਆਂ ਨੂੰ ਪੜ੍ਹਾਈ ਵਿੱਚ ਹਾਸਲ ਕਰਨ ਲਈ ਮਿਹਨਤ ਕਰਕੇ ਆਪਣਾ, ਆਪਣੇ ਸਕੂਲ ਅਤੇ ਆਪਣੇ ਮਾਪਿਆਂ ਦਾ ਨਾਮ ਰੌਸ਼ਨ ਕਰਨ ਲਈ ਪ੍ਰੇਰਿਤ ਕੀਤਾ। ਸਕੂਲ ਦੇ ਵਿਦਿਆਰਥੀਆਂ ਨੇ ਵੀ ਪਰਿਵਾਰ ਦਾ ਧੰਨਵਾਦ ਕੀਤਾ। ਇਸ ਮੌਕੇ ਪਰਿਵਾਰ ਵੱਲੋਂ ਸਕੂਲ ਨੂੰ ਵੀ ਯੋਗਦਾਨ ਦਿੱਤਾ ਗਿਆ ਅਤੇ ਭਵਿੱਖ ਵਿੱਚ ਵੀ ਸਹਿਯੋਗ ਦੇਣ ਦਾ ਭਰੋਸਾ ਦਿੱਤਾ। <box>989 912 1327 975</box>
paper-name: PAIGAM-E-JAGAT <box>54 20 166 35</box>
story-bsp-headline-2: ਸੰਭਾਲੋ ਮੁਹਿੰਮ : ਡਾਕਟਰ ਅਵਤਾਰ ਸਿੰਘ ਕਰੀਮਪੁਰੀ <box>785 1786 1240 1815</box>
story-award-photo-2 <box>1278 1078 1529 1224</box>
story-jobfair-headline-1: ਸਰਕਾਰੀ ਕਾਲਜ ਜਾਡਲਾ ਵਿਖੇ ਰੋਜ਼ਗਾਰ ਮੇਲਾ <box>15 930 479 964</box>
story-bsp-col3: ਨਸ਼ਿਆਂ ਦਾ ਵਧਦਾ ਰੁਝਾਨ ਪੰਜਾਬ ਦੀ ਜਵਾਨੀ ਨੂੰ ਖਤਮ ਕਰ ਰਿਹਾ ਹੈ ਅਤੇ ਕਿਸਾਨ ਕਰਜ਼ੇ ਦੇ ਬੋਝ ਹੇਠ ਦੱਬੇ ਜਾ ਰਹੇ ਹਨ। ਉਨ੍ਹਾਂ ਕਿਹਾ ਕਿ ਮੌਜੂਦਾ ਸਰਕਾਰ ਨੇ ਵੀ ਲੋਕਾਂ ਨਾਲ ਕੀਤੇ ਵਾਅਦੇ ਪੂਰੇ ਨਹੀਂ ਕੀਤੇ। ਪੰਜਾਬ ਦੇ ਲੋਕ ਹੁਣ ਬਦਲਾਅ ਚਾਹੁੰਦੇ ਹਨ ਅਤੇ ਬਸਪਾ ਹੀ ਉਨ੍ਹਾਂ ਦਾ ਸਹੀ ਵਿਕਲਪ ਹੈ। ਇਸ ਮੌਕੇ ਪਾਰਟੀ ਦੇ ਸੀਨੀਅਰ ਆਗੂ ਅਤੇ ਵਰਕਰ ਵੱਡੀ ਗਿਣਤੀ ਵਿੱਚ ਹਾਜ਼ਰ ਸਨ। <box>1327 1866 1528 1996</box>
story-finance-headline-1: ਮਾਡਰਨ ਗਰੁੱਪ ਆਫ ਕਾਲਜਿਜ਼ ਨੇ ਐਸ.ਵੀ. ਵੈਲਥ ਪਾਰਟਨਰਜ਼ ਦੇ ਸਹਿਯੋਗ ਨਾਲ 'ਪੈਸੇ ਦਾ <box>18 90 727 116</box>
story-bsp-byline: ਪੈਗਾਮ-ਏ-ਜਗਤ ਹੁਸ਼ਿਆਰਪੁਰ (ਦਲਜੀਤ ਅਜਨੋਹਾ) <box>839 1866 962 1893</box>
story-seminar-headline-2: ਚਣੌਤੀਆਂ ਅਤੇ ਸੰਭਾਵਨਾਵਾਂ' ਵਿਸ਼ੇ ਤੇ ਚਿੰਤਨ ਕਰਵਾਇਆ <box>15 1292 554 1323</box>
story-finance-col1: ਮਾਡਰਨ ਗਰੁੱਪ ਆਫ ਕਾਲਜਿਜ਼ ਨੇ ਐਸ.ਵੀ. ਵੈਲਥ ਪਾਰਟਨਰਜ਼ ਦੇ ਸਹਿਯੋਗ ਨਾਲ, 17 ਫਰਵਰੀ 2025 ਨੂੰ 'ਪੈਸੇ ਦਾ ਪ੍ਰਬੰਧਨ' ਸਿਰਲੇਖ ਵਾਲਾ ਇੱਕ ਸਮਝਦਾਰ ਵਿੱਤੀ ਸਾਖਰਤਾ ਸੈਸ਼ਨ ਸਫਲਤਾਪੂਰਵਕ ਆਯੋਜਿਤ ਕੀਤਾ। ਭਾਰਤ ਸਰਕਾਰ ਦੇ ਨਿਵੇਸ਼ਕ ਜਾਗਰੂਕਤਾ ਪ੍ਰੋਗਰਾਮ ਪਹਿਲ ਦੇ ਹਿੱਸੇ ਵਜੋਂ ਆਯੋਜਿਤ ਇਸ ਸੈਸ਼ਨ, ਵਿਦਿਆਰਥੀਆਂ ਨੂੰ ਜ਼ਰੂਰੀ ਵਿੱਤੀ ਗਿਆਨ ਅਤੇ ਲੰਬੇ ਸਮੇਂ ਦੀ ਵਿੱਤੀ ਸਥਿਰਤਾ ਲਈ ਵਿਹਾਰਕ ਨਿਵੇਸ਼ ਰਣਨੀਤੀਆਂ ਨਾਲ ਲੈਸ ਕਰਨ ਦੇ ਉਦੇਸ਼ ਨਾਲ ਕੀਤਾ ਗਿਆ। ਇਹ ਸੈਸ਼ਨ ਸ਼੍ਰੀ ਆਸ਼ੀਸ਼ ਸਿੰਘ ਅਤੇ ਸ਼੍ਰੀ ਸਾਹਿਲ ਠਾਕੁਰ ਦੁਆਰਾ ਕਰਵਾਇਆ ਗਿਆ। <box>14 233 206 429</box>
story-seminar-photo <box>199 1429 522 1552</box>
page-number: 4 <box>14 15 42 72</box>
story-skill-col2b: ਜਾਵੇਗਾ। ਉਨ੍ਹਾਂ ਵਧੀਕ ਡਿਪਟੀ ਕਮਿਸ਼ਨਰ ਨੇ ਨੌਜਵਾਨਾਂ ਨੂੰ ਇਹਨਾਂ ਸਿਖਲਾਈ ਕੋਰਸਾਂ ਦਾ ਵੱਧ ਤੋਂ ਵੱਧ ਲਾਭ ਲੈਣ ਦੀ ਅਪੀਲ ਕੀਤੀ। ਵਧੇਰੇ ਜਾਣਕਾਰੀ ਲਈ ਮੋਬਾਈਲ ਨੰਬਰ 83603-76675 'ਤੇ ਸੰਪਰਕ ਕੀਤਾ ਜਾ ਸਕਦਾ ਹੈ। <box>253 2042 473 2105</box>
story-result-byline: ਮਾਹਿਲਪੁਰ (ਪੈਗਾਮ-ਏ-ਜਗਤ) <box>524 1926 633 1938</box>
story-stationery-col1: ਸਰਕਾਰੀ ਹਾਈ ਸਕੂਲ ਡਘਾਮ ਵਿਖੇ ਆਪਣੇ ਸਵਰਗੀ ਪੁੱਤਰ ਰਾਜੀਵ ਕੁਮਾਰ ਸੂਦ ਦੀ ਯਾਦ ਵਿੱਚ ਮਾਤਾ ਸ਼ੁਭਜੋਤ ਕੌਰ ਪਤਨੀ ਸਵਰਗੀ ਸਰਲੀ ਰਾਮ ਅਤੇ ਪਰਿਵਾਰਿਕ ਮੈਂਬਰਾਂ ਦੁਆਰਾ ਸਕੂਲ ਦੇ ਸਾਰੇ ਬੱਚਿਆਂ ਨੂੰ ਸਟੇਸ਼ਨਰੀ ਵੰਡੀ ਗਈ। ਸਕੂਲ ਪਹੁੰਚਣ ਤੇ ਸਕੂਲ ਇੰਚਾਰਜ ਹਰਦੀਪ ਕੁਮਾਰ ਨੇ ਪਰਿਵਾਰ ਦਾ ਸਵਾਗਤ ਕੀਤਾ। <box>781 741 981 854</box>
story-makeup-col1: ਮਾਡਰਨ ਗਰੁੱਪ ਆਫ ਕਾਲਜਿਜ਼ ਪੰਡੋਰੀ ਭਗਤ (ਮੁਕੇਰੀਆਂ) ਬਿਊਟੀ ਥੈਰੇਪਿਸਟ ਵਿਭਾਗ ਵੱਲੋਂ ਮੰਗਲਵਾਰ 11-ਮਾਰਚ-2025 ਨੂੰ ਬ੍ਰਾਈਡਲ ਮੇਕਅੱਪ ਦਾ ਗੈਸਟ ਲੈਕਚਰ ਕਰਵਾਇਆ ਗਿਆ ਜਿਸ ਵਿੱਚ ਮੇਕਅੱਪ ਆਰਟਿਸਟ ਸ਼੍ਰੀਮਤੀ ਸਾਲੂ ਠਾਕੁਰ ਸ਼ਾਲਿਨ ਬਿਊਟੀ ਸੈਲੂਨ ਨੰਗਲਭੂਰ ਤੋਂ ਆਏ ਜਿਨ੍ਹਾਂ ਨੇ ਵਿਦਿਆਰਥੀਆਂ ਨੂੰ ਬ੍ਰਾਈਡਲ ਮੇਕਅੱਪ ਦੀ ਜਾਣਕਾਰੀ ਦਿੱਤੀ। ਇਸ ਲੈਕਚਰ ਵਿੱਚ ਮੇਕਅੱਪ ਆਰਟਿਸਟ ਨੇ ਰਿਕਾਰਡ ਕੀਤਾ। <box>781 399 1012 528</box>
story-finance-col2: ਵਿਦਿਆਰਥੀ ਕੋਆਰਡੀਨੇਟਰਾਂ ਦੀ ਉਨ੍ਹਾਂ ਦੇ ਸਮਰਪਣ ਅਤੇ ਸਰਗਰਮ ਭਾਗੀਦਾਰੀ ਲਈ ਪ੍ਰਸ਼ੰਸਾ ਕੀਤੀ। ਉਨ੍ਹਾਂ ਨੇ ਅੱਜ ਦੇ ਸੰਸਾਰ ਵਿੱਚ ਵਿੱਤੀ ਸਾਖਰਤਾ ਦੀ ਮਹੱਤਤਾ 'ਤੇ ਜ਼ੋਰ ਦਿੱਤਾ ਅਤੇ ਵਿਦਿਆਰਥੀਆਂ ਨੂੰ ਸਮਝਦਾਰ ਵਿੱਤੀ ਫੈਸਲੇ ਲੈਣ ਲਈ ਉਤਸ਼ਾਹਿਤ ਕੀਤਾ। ਇਸ ਸੈਸ਼ਨ ਨੇ ਸੰਸਥਾ ਦੀ ਵਿੱਤੀ ਸਿੱਖਿਆ ਪ੍ਰਤੀ ਵਚਨਬੱਧਤਾ ਦੀ ਪੁਸ਼ਟੀ ਕੀਤੀ ਅਤੇ ਇੱਕ ਵਿੱਤੀ ਤੌਰ 'ਤੇ ਜਾਗਰੂਕ ਅਤੇ ਸਸ਼ਕਤ ਭਵਿੱਖ ਬਣਾਉਣ ਦੇ ਵਿਆਪਕ ਮਿਸ਼ਨ ਵਿੱਚ ਯੋਗਦਾਨ ਪਾਇਆ। ਇਸ ਦੌਰਾਨ ਡਾ. ਰਣਜੀਤ ਸਿੰਘ, ਪ੍ਰੋ ਪਰਵਿੰਦਰ ਸਿੰਘ, ਪ੍ਰੋ ਨਵਨੀਤ ਕੌਰ, ਪ੍ਰੋ ਅਮਨਦੀਪ ਕੌਰ, ਪ੍ਰੋ ਅਮਨਦੀਪ ਕੌਰ ਨੇ ਵੀ ਸੰਬੋਧਨ ਕੀਤਾ। <box>514 194 768 357</box>
story-australia-headline: ਸ਼ਹੀਦ ਭਗਤ ਸਿੰਘ ਨੂੰ ਆਸਟ੍ਰੇਲੀਆ ਵਿਚ ਯਾਦ ਕੀਤਾ <box>46 564 641 600</box>
story-seminar-byline: ਪੈਗਾਮ-ਏ-ਜਗਤ/ਨਵਾਂਸ਼ਹਿਰ/ਬੰਗਾ (ਸਤਨਾਮ ਸਿੰਘ ਸਹੂੰਗੜਾ) <box>14 1349 133 1376</box>
paper-name-punjabi: ਪੈਗਾਮ-ਏ-ਜਗਤ <box>1301 20 1378 35</box>
story-bsp-banner: ਬੁਰੀ ਤਰ੍ਹਾਂ ਬਰਬਾਦ ਹੋ ਰਹੇ ਪੰਜਾਬ ਨੂੰ ਸੰਭਾਲ ਲਈ ਮੁਹਿੰਮ ਦੇ ਰੂਪ ਵਿਚ ਅੱਗੇ ਆ ਰਹੀ ਹੈ ਬਸਪਾ : ਕਰੀਮਪੁਰੀ <box>778 1829 1529 1859</box>
divider <box>11 1660 473 1662</box>
story-award-photo-4 <box>1278 1229 1529 1398</box>
story-australia-col1: ਇੰਡੋ-ਔਸ ਸੀਨੀਅਰ ਸਿਟੀਜ਼ਨ ਕਲੱਬ ਇਨਕਾਰਪੋਰੇਟਡ, ਟਰੁਗਨੀਨਾ ਦੇ ਮੈਂਬਰਾਂ ਨੇ ਆਪਣੀ ਹਫ਼ਤਾਵਾਰੀ ਇਕੱਤਰਤਾ ਵਿਚ ਸ਼ਹੀਦ ਭਗਤ ਸਿੰਘ ਨੂੰ ਸ਼ਰਧਾਂਜਲੀ ਭੇਟ ਕੀਤੀ ਅਤੇ ਉਨ੍ਹਾਂ ਦੇ ਜੀਵਨ ਬਾਰੇ ਵਿਚਾਰ ਸਾਂਝੇ ਕੀਤੇ। ਕਲੱਬ ਦੇ ਵਾਈਸ-ਪ੍ਰਧਾਨ ਬਿਸ਼ਨਾ ਦੇਵੀ ਨੇ ਸਭ ਦਾ ਸੁਆਗਤ ਕੀਤਾ। ਜਨ: ਸਕੱਤਰ ਦਵਿੰਦਰ ਸਿੰਘ ਨੇ ਭਗਤ ਸਿੰਘ ਜੀ ਦੇ ਜੀਵਨ ਬਾਰੇ ਜਾਣਕਾਰੀ ਸਾਂਝੀ ਕੀਤੀ। <box>14 638 253 751</box>
